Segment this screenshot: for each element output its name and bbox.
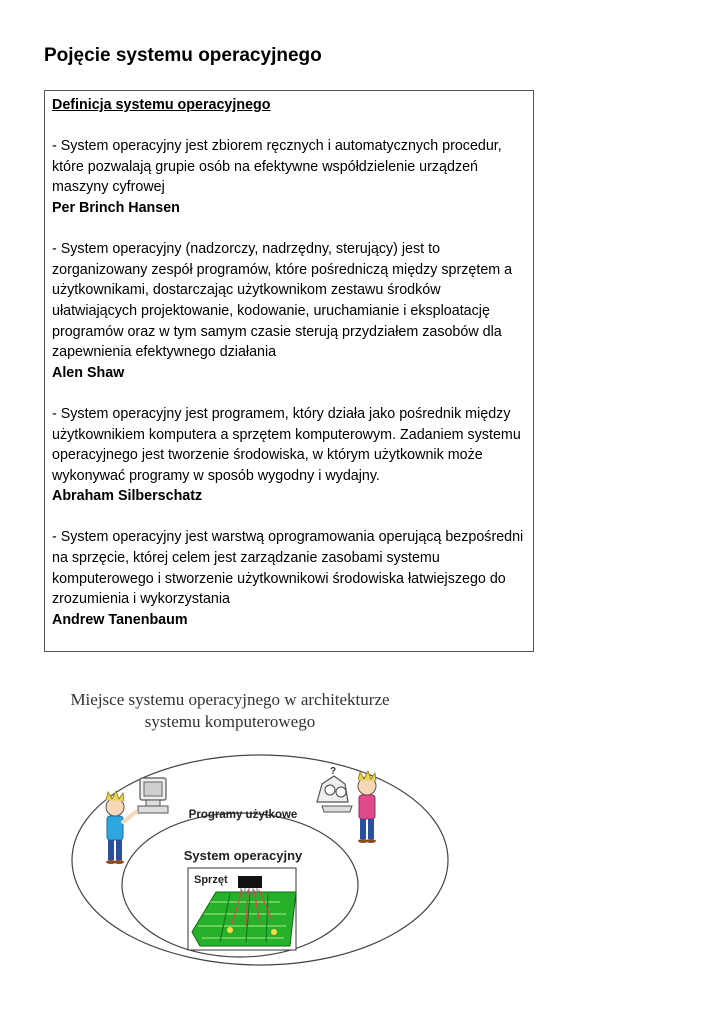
definition-entry [52,404,527,507]
definition-author: Abraham Silberschatz [52,488,203,505]
definition-entry [52,136,527,218]
definition-author: Per Brinch Hansen [52,199,180,216]
definition-text: - System operacyjny jest zbiorem ręcznych i automatycznych procedur, które pozwalają grupie osób na efektywne współdzielenie urządzeń maszyny cyfrowej [52,138,502,196]
definitions-box [44,90,534,652]
confused-user-icon [317,766,376,843]
page-title: Pojęcie systemu operacyjnego [44,45,322,66]
definition-entry [52,527,527,630]
svg-text:?: ? [330,766,337,777]
os-architecture-diagram [60,680,460,970]
definition-text: - System operacyjny jest programem, który działa jako pośrednik między użytkownikiem komputera a sprzętem komputerowym. Zadaniem systemu operacyjnego jest tworzenie środowiska, w którym użytkownik może wykonywać programy w sposób wygodny i wydajny. [52,405,521,484]
outer-layer-label: Programy użytkowe [188,809,298,821]
diagram-title-line2: systemu komputerowego [144,712,316,731]
definition-text: - System operacyjny jest warstwą oprogramowania operującą bezpośredni na sprzęcie, której celem jest zarządzanie zasobami systemu komputerowego i stworzenie użytkownikowi środowiska łatwiejszego do zrozumienia i wykorzystania [52,529,524,608]
user-with-computer-icon [106,778,168,864]
definition-author: Andrew Tanenbaum [52,611,188,628]
definition-text: - System operacyjny (nadzorczy, nadrzędny, sterujący) jest to zorganizowany zespół programów, które pośredniczą między sprzętem a użytkownikami, dostarczając użytkownikom zestawu środków ułatwiających projektowanie, kodowanie, uruchamianie i eksploatację programów oraz w tym samym czasie sterują przydziałem zasobów dla zapewnienia efektywnego działania [52,241,513,361]
middle-layer-label: System operacyjny [183,848,303,863]
hardware-label: Sprzęt [194,874,228,886]
diagram-title-line1: Miejsce systemu operacyjnego w architekturze [70,690,390,709]
definition-entry [52,239,527,383]
definition-author: Alen Shaw [52,364,125,381]
definitions-heading: Definicja systemu operacyjnego [52,97,271,113]
